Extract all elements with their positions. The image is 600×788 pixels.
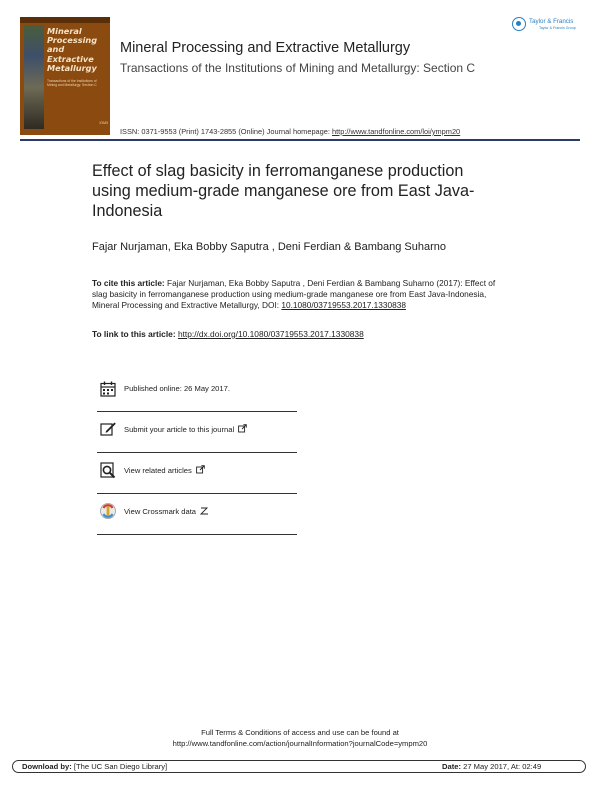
- journal-homepage-link[interactable]: http://www.tandfonline.com/loi/ympm20: [332, 127, 461, 136]
- published-online-row: [97, 380, 297, 400]
- publisher-logo-icon: [512, 17, 526, 31]
- action-divider: [97, 493, 297, 494]
- external-link-icon: [238, 424, 247, 433]
- cover-publisher-mark: IOM3: [99, 121, 108, 125]
- downloaded-by: [22, 762, 167, 771]
- external-link-icon: [196, 465, 205, 474]
- article-title: Effect of slag basicity in ferromanganese production using medium-grade manganese ore from East Java-Indonesia: [92, 162, 475, 220]
- issn-line: [120, 127, 460, 136]
- action-divider: [97, 411, 297, 412]
- related-articles-row[interactable]: [97, 461, 297, 481]
- cover-photo: [24, 25, 44, 129]
- crossmark-link[interactable]: [124, 506, 209, 516]
- citation-doi-link[interactable]: 10.1080/03719553.2017.1330838: [281, 300, 406, 310]
- edit-icon: [99, 420, 117, 438]
- terms-line: Full Terms & Conditions of access and use can be found at: [201, 728, 399, 737]
- citation-text: Fajar Nurjaman, Eka Bobby Saputra , Deni Ferdian & Bambang Suharno (2017): Effect of slag basicity in ferromanganese production using medium-grade manganese ore from East Java-Indonesia, Mineral Processing and Extractive Metallurgy, DOI:: [92, 278, 496, 310]
- journal-title: Mineral Processing and Extractive Metallurgy: [120, 40, 411, 56]
- related-articles-text: View related articles: [124, 466, 192, 475]
- citation-label: To cite this article:: [92, 278, 165, 288]
- article-doi-link[interactable]: http://dx.doi.org/10.1080/03719553.2017.1330838: [177, 329, 364, 339]
- submit-article-text: Submit your article to this journal: [124, 425, 235, 434]
- download-info-bar: [12, 760, 586, 773]
- action-divider: [97, 534, 297, 535]
- download-date-label: Date:: [442, 762, 461, 771]
- download-date-value: 27 May 2017, At: 02:49: [461, 762, 542, 771]
- action-divider: [97, 452, 297, 453]
- citation-block: [92, 278, 497, 311]
- crossmark-icon: [99, 502, 117, 520]
- publisher-logo[interactable]: [512, 16, 592, 38]
- link-label: To link to this article:: [92, 329, 178, 339]
- published-online-text: Published online: 26 May 2017.: [124, 384, 230, 393]
- cover-subtitle: Transactions of the Institutions of Mining and Metallurgy: Section C: [47, 79, 97, 87]
- crossmark-text: View Crossmark data: [124, 507, 197, 516]
- calendar-icon: [99, 380, 117, 398]
- journal-subtitle: Transactions of the Institutions of Mining and Metallurgy: Section C: [120, 61, 476, 75]
- article-link-line: [92, 329, 364, 339]
- related-articles-link[interactable]: [124, 465, 205, 475]
- article-authors: Fajar Nurjaman, Eka Bobby Saputra , Deni Ferdian & Bambang Suharno: [92, 241, 447, 253]
- downloaded-by-label: Download by:: [22, 762, 72, 771]
- download-date: [442, 762, 541, 771]
- crossmark-arrow-icon: [200, 506, 209, 515]
- terms-footer: [0, 727, 600, 749]
- publisher-tagline: Taylor & Francis Group: [539, 26, 576, 30]
- crossmark-row[interactable]: [97, 502, 297, 522]
- terms-url[interactable]: http://www.tandfonline.com/action/journalInformation?journalCode=ympm20: [172, 739, 428, 748]
- cover-title: Mineral Processing and Extractive Metallurgy: [47, 26, 98, 73]
- cover-top-strip: [20, 17, 110, 23]
- submit-article-row[interactable]: [97, 420, 297, 440]
- submit-article-link[interactable]: [124, 424, 247, 434]
- journal-cover: [20, 17, 110, 135]
- issn-text: ISSN: 0371-9553 (Print) 1743-2855 (Online) Journal homepage:: [120, 127, 332, 136]
- publisher-name: Taylor & Francis: [529, 18, 574, 25]
- header-divider: [20, 139, 580, 141]
- downloaded-by-value: [The UC San Diego Library]: [71, 762, 168, 771]
- related-search-icon: [99, 461, 117, 479]
